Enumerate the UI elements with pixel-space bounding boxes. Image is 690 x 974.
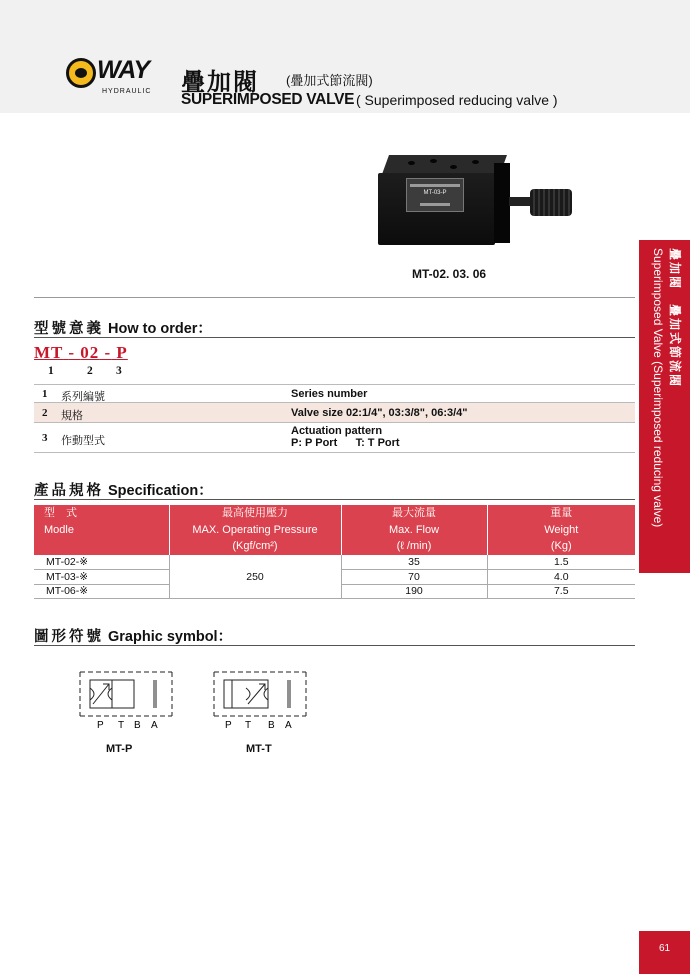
row-num: 2 [42, 407, 48, 419]
cell-flow: 70 [341, 570, 487, 585]
code-sep: - [104, 343, 112, 362]
page-title-cn: 疊加閥 [181, 69, 259, 96]
cell-weight: 4.0 [487, 570, 635, 585]
col-header-flow: 最大流量 Max. Flow (ℓ /min) [341, 505, 487, 555]
section-underline [34, 337, 635, 338]
port-label: A [151, 720, 158, 731]
order-table [34, 384, 635, 453]
page-number: 61 [639, 931, 690, 974]
row-label-cn: 規格 [61, 410, 83, 422]
row-num: 3 [42, 432, 48, 444]
col-header-weight: 重量 Weight (Kg) [487, 505, 635, 555]
port-label: B [268, 720, 275, 731]
table-header-row [34, 505, 635, 555]
valve-nameplate-text: MT-03-P [423, 190, 447, 196]
page-subtitle-cn: (疊加式節流閥) [286, 73, 373, 88]
code-part-series: MT [34, 343, 64, 362]
page-title-en: SUPERIMPOSED VALVE [181, 91, 355, 108]
adjust-knob-icon [530, 189, 572, 216]
cell-model: MT-02-※ [34, 555, 169, 570]
table-row [34, 555, 635, 570]
symbol-mt-t [210, 666, 310, 736]
section-underline [34, 645, 635, 646]
cell-flow: 35 [341, 555, 487, 570]
page-subtitle-en: ( Superimposed reducing valve ) [356, 92, 558, 108]
code-part-actuation: P [116, 343, 128, 362]
row-label-cn: 作動型式 [61, 435, 105, 447]
port-label: B [134, 720, 141, 731]
model-code [34, 343, 128, 363]
port-label: T [118, 720, 125, 731]
row-label-en-detail: P: P Port T: T Port [291, 437, 400, 449]
row-label-cn: 系列編號 [61, 391, 105, 403]
table-row [34, 384, 635, 403]
symbol-mt-p [76, 666, 176, 736]
port-label: A [285, 720, 292, 731]
cell-pressure: 250 [169, 555, 341, 599]
row-label-en: Series number [291, 388, 368, 400]
cell-flow: 190 [341, 584, 487, 599]
logo-subtext: HYDRAULIC [102, 88, 152, 95]
side-tab-cn: 疊加閥 疊加式節流閥 [668, 248, 682, 389]
product-caption: MT-02. 03. 06 [412, 267, 487, 281]
col-header-model: 型 式 Modle [34, 505, 169, 555]
code-part-size: 02 [80, 343, 100, 362]
code-num: 2 [87, 365, 93, 377]
port-label: P [225, 720, 232, 731]
code-sep: - [68, 343, 75, 362]
col-header-pressure: 最高使用壓力 MAX. Operating Pressure (Kgf/cm²) [169, 505, 341, 555]
table-row [34, 423, 635, 453]
row-label-en: Valve size 02:1/4", 03:3/8", 06:3/4" [291, 407, 468, 419]
cell-model: MT-03-※ [34, 570, 169, 585]
cell-weight: 1.5 [487, 555, 635, 570]
product-image [378, 155, 578, 255]
port-label: P [97, 720, 104, 731]
valve-nameplate [406, 178, 464, 212]
row-label-en: Actuation pattern [291, 425, 383, 437]
symbol-label-mt-t: MT-T [246, 743, 272, 755]
side-tab-en: Superimposed Valve (Superimposed reducing valve) [651, 248, 665, 528]
row-num: 1 [42, 388, 48, 400]
oway-logo [66, 58, 178, 98]
cell-weight: 7.5 [487, 584, 635, 599]
logo-text: WAY [97, 56, 150, 84]
section-title-spec: 產品規格 Specification： [34, 483, 213, 499]
page-header [0, 0, 690, 113]
side-tab [639, 240, 690, 573]
code-num: 3 [116, 365, 122, 377]
code-num: 1 [48, 365, 54, 377]
cell-model: MT-06-※ [34, 584, 169, 599]
spec-table [34, 505, 635, 599]
symbol-label-mt-p: MT-P [106, 743, 133, 755]
section-title-order: 型號意義 How to order： [34, 321, 212, 337]
logo-ring-icon [66, 58, 96, 88]
divider [34, 297, 635, 298]
section-underline [34, 499, 635, 500]
port-label: T [245, 720, 252, 731]
section-title-symbol: 圖形符號 Graphic symbol： [34, 629, 233, 645]
table-row [34, 403, 635, 423]
